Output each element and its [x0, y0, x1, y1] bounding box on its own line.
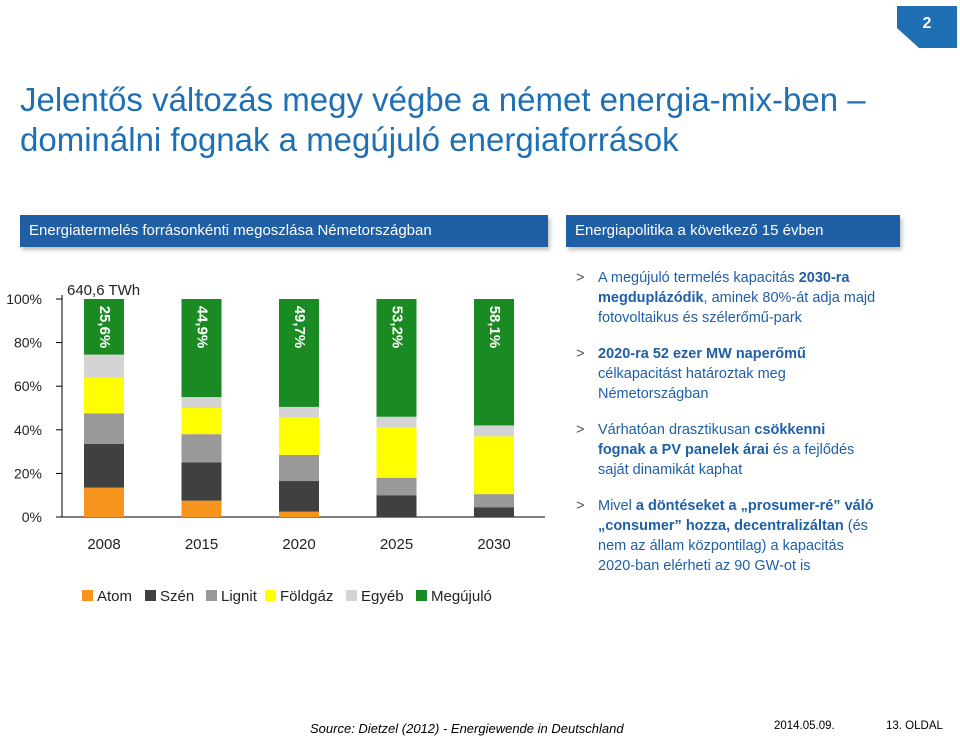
legend-label: Lignit — [221, 588, 257, 605]
y-tick-label: 80% — [13, 334, 42, 351]
bar-segment-lignit — [474, 494, 514, 507]
policy-header: Energiapolitika a következő 15 évben — [566, 215, 900, 247]
legend-label: Megújuló — [431, 588, 492, 605]
slide-date: 2014.05.09. — [774, 720, 835, 732]
bullet-arrow-icon: > — [576, 270, 585, 286]
page-badge-number: 2 — [922, 15, 932, 32]
bullet-text: (és nem az állam központilag) a kapacitás 2020-ban elérheti az 90 GW-ot is — [598, 518, 868, 574]
legend-swatch — [265, 590, 276, 601]
bar-segment-egyéb — [377, 417, 417, 428]
slide-title: Jelentős változás megy végbe a német energia-mix-ben – dominálni fognak a megújuló energiaforrások — [20, 81, 866, 158]
bar-segment-szén — [182, 463, 222, 501]
policy-bullet — [576, 420, 876, 480]
x-tick-label: 2015 — [184, 536, 219, 553]
bullet-arrow-icon: > — [576, 346, 585, 362]
bar-segment-egyéb — [279, 407, 319, 418]
bar-segment-egyéb — [182, 397, 222, 408]
bar-segment-szén — [84, 444, 124, 488]
legend-swatch — [416, 590, 427, 601]
bullet-emphasis: 2020-ra 52 ezer MW naperőmű — [598, 346, 806, 362]
total-generation-annotation: 640,6 TWh — [67, 282, 141, 299]
legend-label: Szén — [160, 588, 195, 605]
bar-segment-atom — [84, 488, 124, 517]
page-badge — [897, 6, 957, 48]
legend-swatch — [145, 590, 156, 601]
legend-swatch — [206, 590, 217, 601]
y-tick-label: 100% — [6, 291, 42, 307]
x-tick-label: 2025 — [379, 536, 414, 553]
y-tick-label: 40% — [13, 421, 42, 438]
energy-mix-chart — [0, 260, 560, 620]
legend-label: Földgáz — [280, 588, 334, 605]
x-tick-label: 2008 — [87, 536, 121, 553]
bar-segment-földgáz — [474, 436, 514, 494]
bullet-emphasis: 2030-ra megduplázódik — [598, 270, 850, 306]
bullet-text: célkapacitást határoztak meg Németországban — [598, 366, 786, 402]
bullet-text: A megújuló termelés kapacitás — [598, 270, 799, 286]
bar-segment-földgáz — [182, 408, 222, 434]
policy-bullet — [576, 344, 876, 404]
y-tick-label: 20% — [13, 465, 42, 482]
chart-header: Energiatermelés forrásonkénti megoszlása Németországban — [20, 215, 548, 247]
bar-segment-szén — [474, 507, 514, 517]
legend-swatch — [346, 590, 357, 601]
renewable-share-label: 49,7% — [291, 305, 309, 349]
bullet-text: és a fejlődés saját dinamikát kaphat — [598, 442, 855, 478]
renewable-share-label: 25,6% — [96, 305, 114, 349]
bar-segment-egyéb — [474, 425, 514, 436]
policy-bullet — [576, 268, 876, 328]
bullet-text: Várhatóan drasztikusan — [598, 422, 755, 438]
bar-segment-lignit — [279, 455, 319, 481]
renewable-share-label: 44,9% — [193, 305, 211, 349]
bar-segment-földgáz — [84, 377, 124, 413]
bar-segment-atom — [182, 501, 222, 517]
bullet-arrow-icon: > — [576, 498, 585, 514]
bar-segment-lignit — [84, 413, 124, 444]
bar-segment-földgáz — [279, 418, 319, 455]
x-tick-label: 2030 — [477, 536, 511, 553]
bar-segment-földgáz — [377, 428, 417, 478]
bar-segment-szén — [377, 495, 417, 517]
bullet-arrow-icon: > — [576, 422, 585, 438]
bar-segment-lignit — [182, 434, 222, 462]
x-tick-label: 2020 — [282, 536, 316, 553]
y-tick-label: 60% — [13, 378, 42, 395]
policy-bullet — [576, 496, 876, 576]
bar-segment-egyéb — [84, 355, 124, 378]
legend-swatch — [82, 590, 93, 601]
bar-segment-atom — [279, 512, 319, 517]
bullet-emphasis: csökkenni fognak a PV panelek árai — [598, 422, 826, 458]
source-note: Source: Dietzel (2012) - Energiewende in Deutschland — [310, 721, 624, 736]
bar-segment-szén — [279, 481, 319, 512]
policy-bullet-list — [576, 268, 876, 592]
y-tick-label: 0% — [21, 509, 42, 525]
slide-page-number: 13. OLDAL — [886, 720, 943, 732]
bullet-emphasis: a döntéseket a „prosumer-ré” váló „consumer” hozza, decentralizáltan — [598, 498, 874, 534]
bar-segment-lignit — [377, 478, 417, 495]
renewable-share-label: 58,1% — [486, 305, 504, 349]
legend-label: Egyéb — [361, 588, 404, 605]
renewable-share-label: 53,2% — [388, 305, 406, 349]
bullet-text: Mivel — [598, 498, 636, 514]
legend-label: Atom — [97, 588, 133, 605]
bullet-text: , aminek 80%-át adja majd fotovoltaikus és szélerőmű-park — [598, 290, 876, 326]
